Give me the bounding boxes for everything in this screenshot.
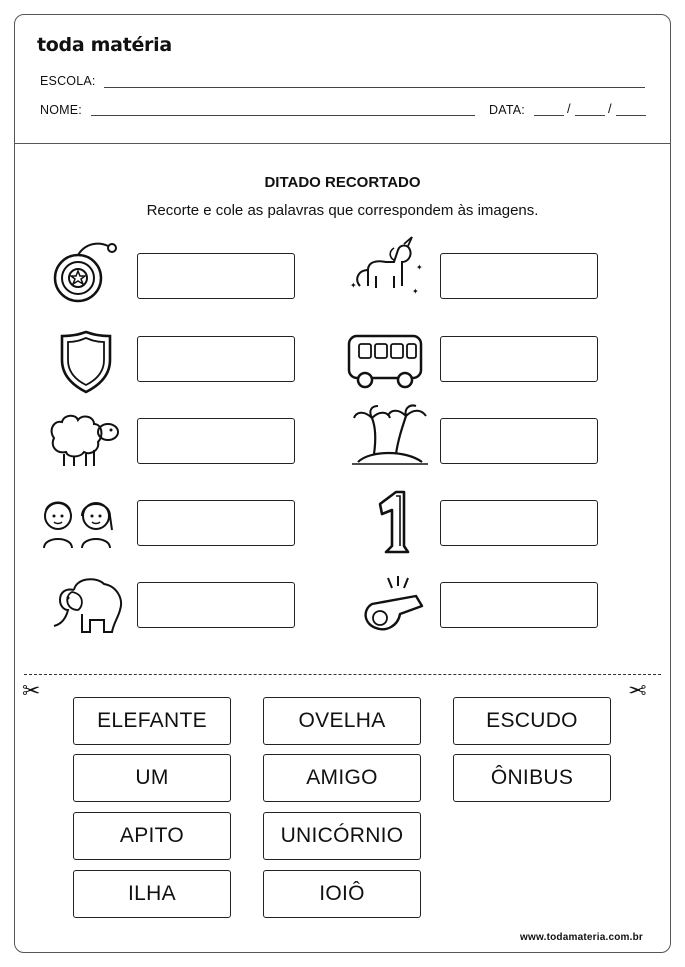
friends-icon xyxy=(38,490,118,554)
answer-box-island[interactable] xyxy=(440,418,598,464)
date-day-field[interactable] xyxy=(534,115,564,116)
elephant-icon xyxy=(44,570,124,634)
name-label: NOME: xyxy=(40,103,82,117)
yoyo-icon xyxy=(42,240,122,304)
answer-box-whistle[interactable] xyxy=(440,582,598,628)
svg-text:✦: ✦ xyxy=(350,281,357,290)
bus-icon xyxy=(345,328,425,392)
date-month-field[interactable] xyxy=(575,115,605,116)
activity-instruction: Recorte e cole as palavras que correspondem às imagens. xyxy=(146,202,539,219)
school-label: ESCOLA: xyxy=(40,74,96,88)
word-card[interactable]: ILHA xyxy=(73,870,231,918)
number-one-icon xyxy=(358,490,438,554)
answer-box-unicorn[interactable] xyxy=(440,253,598,299)
date-year-field[interactable] xyxy=(616,115,646,116)
word-card[interactable]: IOIÔ xyxy=(263,870,421,918)
answer-box-shield[interactable] xyxy=(137,336,295,382)
whistle-icon xyxy=(352,574,432,638)
name-field[interactable] xyxy=(91,115,475,116)
website-footer: www.todamateria.com.br xyxy=(520,932,643,943)
sheep-icon xyxy=(44,406,124,470)
answer-box-number-one[interactable] xyxy=(440,500,598,546)
scissors-icon: ✂ xyxy=(22,678,41,703)
word-card[interactable]: UNICÓRNIO xyxy=(263,812,421,860)
activity-title: DITADO RECORTADO xyxy=(264,174,421,191)
word-card[interactable]: UM xyxy=(73,754,231,802)
word-card[interactable]: ÔNIBUS xyxy=(453,754,611,802)
date-label: DATA: xyxy=(489,103,525,117)
unicorn-icon xyxy=(346,236,426,300)
word-card[interactable]: ESCUDO xyxy=(453,697,611,745)
island-icon xyxy=(350,404,430,468)
scissors-icon: ✂ xyxy=(628,678,647,703)
answer-box-sheep[interactable] xyxy=(137,418,295,464)
answer-box-yoyo[interactable] xyxy=(137,253,295,299)
answer-box-friends[interactable] xyxy=(137,500,295,546)
cut-line xyxy=(24,674,661,675)
word-card[interactable]: APITO xyxy=(73,812,231,860)
shield-icon xyxy=(52,330,132,394)
word-card[interactable]: AMIGO xyxy=(263,754,421,802)
answer-box-elephant[interactable] xyxy=(137,582,295,628)
brand-logo: toda matéria xyxy=(37,34,172,56)
school-field[interactable] xyxy=(104,87,645,88)
date-separator: / xyxy=(567,101,571,116)
date-separator: / xyxy=(608,101,612,116)
svg-text:✦: ✦ xyxy=(416,263,423,272)
svg-text:✦: ✦ xyxy=(412,287,419,296)
answer-box-bus[interactable] xyxy=(440,336,598,382)
word-card[interactable]: OVELHA xyxy=(263,697,421,745)
word-card[interactable]: ELEFANTE xyxy=(73,697,231,745)
